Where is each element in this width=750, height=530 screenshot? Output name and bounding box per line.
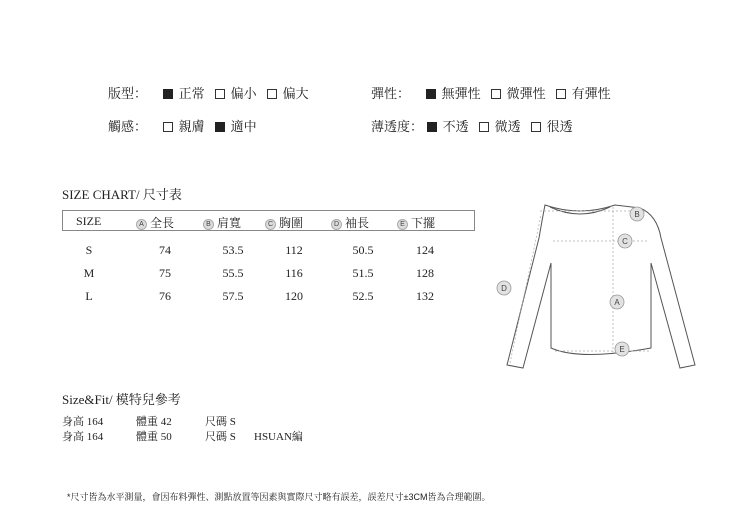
fit-option <box>163 83 205 102</box>
sleeve-measure-line <box>510 215 541 363</box>
size-header: SIZE <box>76 214 102 228</box>
badge-icon: D <box>331 219 342 230</box>
column-header <box>136 214 174 231</box>
size-value: 50.5 <box>352 243 374 257</box>
checked-box-icon <box>215 122 225 132</box>
transparency-option-label: 微透 <box>494 119 521 134</box>
svg-text:B: B <box>634 210 640 219</box>
size-value: 76 <box>159 289 171 303</box>
column-header <box>331 214 369 231</box>
fit-option-label: 偏小 <box>230 86 257 101</box>
empty-box-icon <box>531 122 541 132</box>
touch-option-label: 親膚 <box>178 119 205 134</box>
model-height: 身高 164 <box>62 431 104 443</box>
model-size: 尺碼 S <box>205 416 236 428</box>
checked-box-icon <box>163 89 173 99</box>
elasticity-option <box>491 83 546 102</box>
size-value: 53.5 <box>222 243 244 257</box>
size-label: M <box>83 266 95 280</box>
empty-box-icon <box>215 89 225 99</box>
elasticity-options <box>426 86 621 101</box>
empty-box-icon <box>556 89 566 99</box>
size-value: 132 <box>416 289 434 303</box>
size-value: 120 <box>285 289 303 303</box>
transparency-row <box>371 116 583 135</box>
column-header <box>265 214 303 231</box>
svg-text:C: C <box>622 237 628 246</box>
elasticity-option-label: 有彈性 <box>571 86 611 101</box>
fit-option <box>267 83 309 102</box>
garment-diagram <box>495 193 705 373</box>
touch-row <box>108 116 267 135</box>
column-header <box>397 214 435 231</box>
diagram-badge-b <box>630 207 644 221</box>
model-height: 身高 164 <box>62 416 104 428</box>
empty-box-icon <box>267 89 277 99</box>
fit-option <box>215 83 257 102</box>
transparency-option <box>427 116 469 135</box>
svg-text:E: E <box>619 345 625 354</box>
badge-icon: E <box>397 219 408 230</box>
diagram-badge-d <box>497 281 511 295</box>
size-chart-title: SIZE CHART/ 尺寸表 <box>62 187 182 202</box>
size-value: 75 <box>159 266 171 280</box>
size-label: L <box>85 289 93 303</box>
measurement-note: *尺寸皆為水平測量，會因布料彈性、測點放置等因素與實際尺寸略有誤差，誤差尺寸±3CM皆為合理範圍。 <box>67 492 491 502</box>
badge-icon: B <box>203 219 214 230</box>
model-size: 尺碼 S <box>205 431 236 443</box>
model-weight: 體重 42 <box>136 416 172 428</box>
size-value: 55.5 <box>222 266 244 280</box>
size-value: 51.5 <box>352 266 374 280</box>
checked-box-icon <box>427 122 437 132</box>
size-value: 57.5 <box>222 289 244 303</box>
size-value: 74 <box>159 243 171 257</box>
badge-icon: A <box>136 219 147 230</box>
size-value: 112 <box>285 243 303 257</box>
empty-box-icon <box>479 122 489 132</box>
svg-text:D: D <box>501 284 507 293</box>
empty-box-icon <box>163 122 173 132</box>
elasticity-option <box>426 83 481 102</box>
touch-options <box>163 119 267 134</box>
elasticity-option <box>556 83 611 102</box>
diagram-badge-a <box>610 295 624 309</box>
transparency-option-label: 不透 <box>442 119 469 134</box>
column-label: 肩寬 <box>217 216 242 230</box>
model-weight: 體重 50 <box>136 431 172 443</box>
transparency-option <box>479 116 521 135</box>
column-label: 袖長 <box>345 216 370 230</box>
elasticity-option-label: 無彈性 <box>441 86 481 101</box>
touch-label: 觸感： <box>108 119 148 134</box>
column-label: 下擺 <box>411 216 436 230</box>
fit-option-label: 正常 <box>178 86 205 101</box>
model-name: HSUAN編 <box>254 431 303 443</box>
size-value: 128 <box>416 266 434 280</box>
elasticity-label: 彈性： <box>371 86 411 101</box>
transparency-label: 薄透度： <box>371 119 424 134</box>
size-label: S <box>85 243 93 257</box>
badge-icon: C <box>265 219 276 230</box>
svg-text:A: A <box>614 298 620 307</box>
column-header <box>203 214 241 231</box>
diagram-badge-e <box>615 342 629 356</box>
touch-option <box>163 116 205 135</box>
elasticity-row <box>371 83 621 102</box>
diagram-badge-c <box>618 234 632 248</box>
model-title: Size&Fit/ 模特兒參考 <box>62 392 181 407</box>
fit-option-label: 偏大 <box>282 86 309 101</box>
fit-options <box>163 86 319 101</box>
checked-box-icon <box>426 89 436 99</box>
touch-option-label: 適中 <box>230 119 257 134</box>
touch-option <box>215 116 257 135</box>
fit-label: 版型： <box>108 86 148 101</box>
size-value: 124 <box>416 243 434 257</box>
size-value: 52.5 <box>352 289 374 303</box>
fit-row <box>108 83 319 102</box>
size-value: 116 <box>285 266 303 280</box>
empty-box-icon <box>491 89 501 99</box>
column-label: 全長 <box>150 216 175 230</box>
size-chart-header <box>62 210 475 231</box>
column-label: 胸圍 <box>279 216 304 230</box>
garment-outline <box>507 205 695 368</box>
transparency-option <box>531 116 573 135</box>
transparency-options <box>427 119 583 134</box>
transparency-option-label: 很透 <box>546 119 573 134</box>
elasticity-option-label: 微彈性 <box>506 86 546 101</box>
